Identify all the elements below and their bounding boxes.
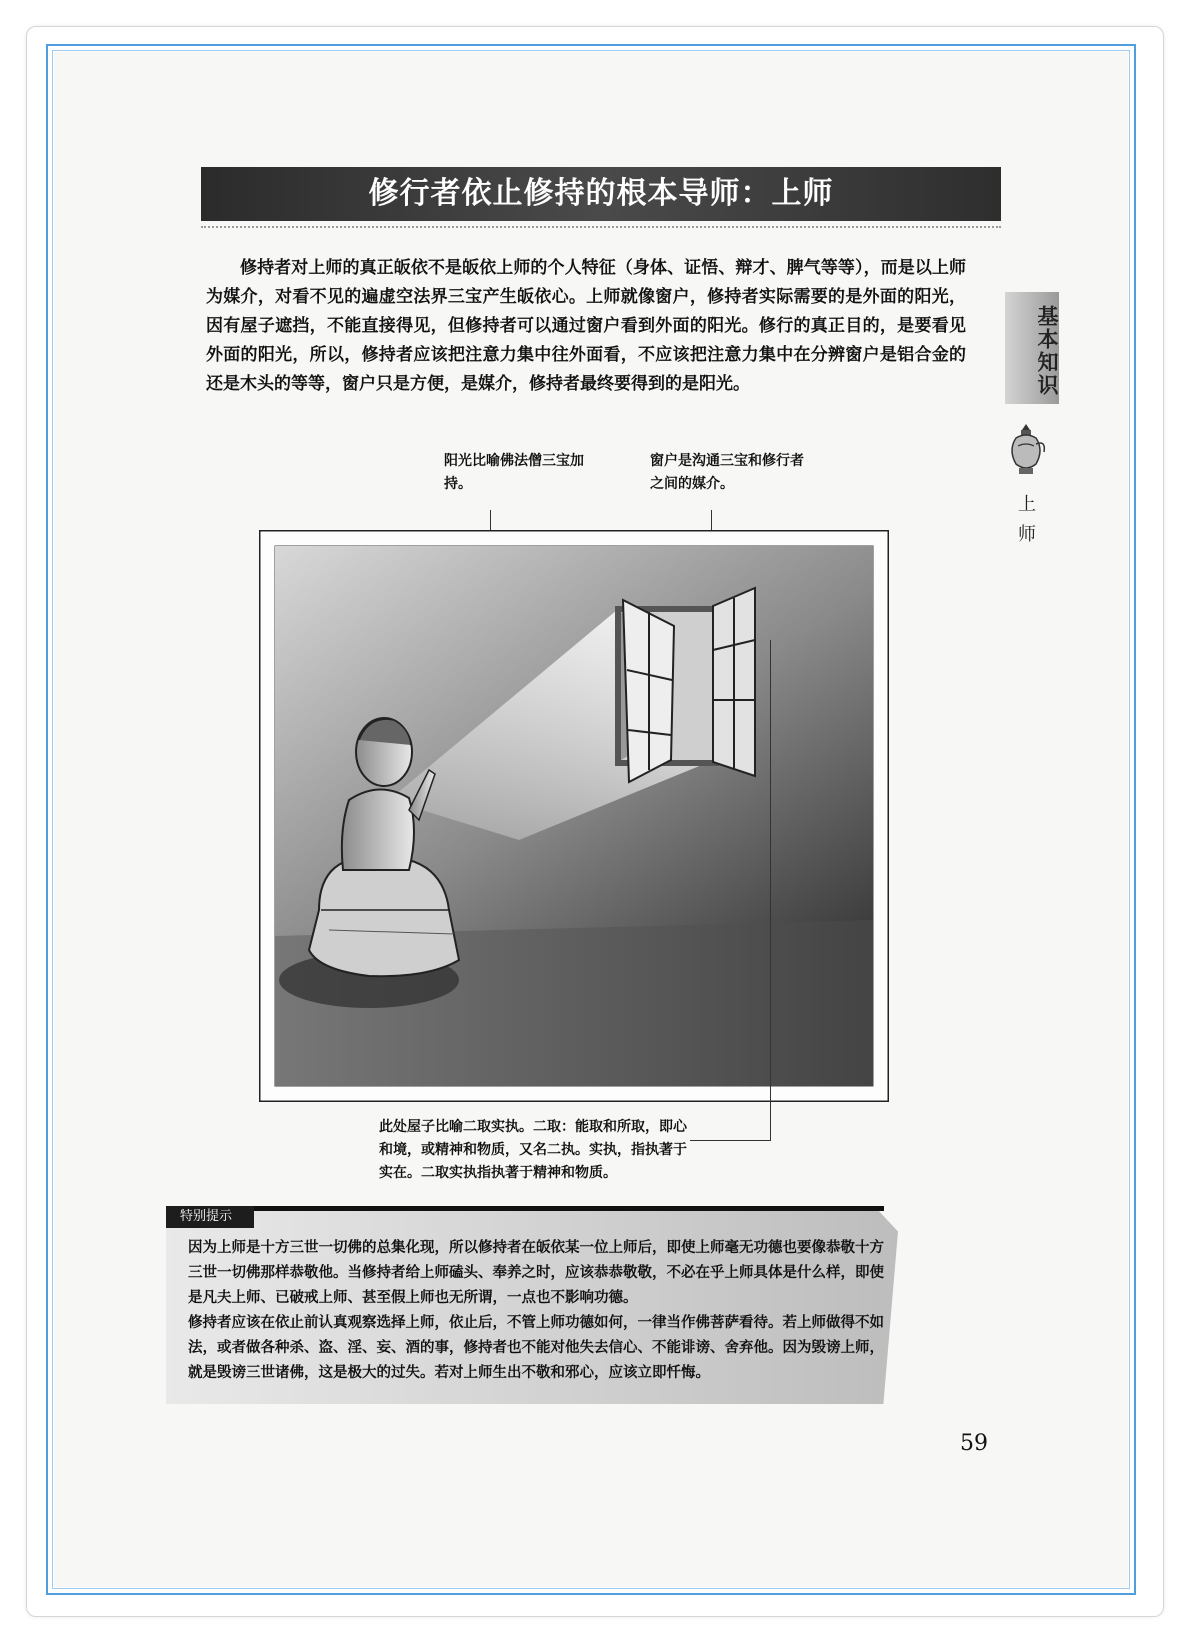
page-title: 修行者依止修持的根本导师：上师: [201, 167, 1001, 221]
tip-text: [188, 1236, 888, 1386]
tip-top-rule: [250, 1206, 884, 1211]
leader-line-room-vertical: [770, 640, 771, 1141]
monk-praying-by-window-illustration: [259, 530, 889, 1102]
callout-room: 此处屋子比喻二取实执。二取：能取和所取，即心和境，或精神和物质，又名二执。实执，指执著于实在。二取实执指执著于精神和物质。: [379, 1119, 687, 1181]
callout-window: 窗户是沟通三宝和修行者之间的媒介。: [650, 453, 804, 492]
tip-header: 特别提示: [166, 1206, 254, 1228]
page-number: 59: [960, 1431, 988, 1456]
leader-line-room: [690, 1140, 770, 1141]
body-paragraph: 修持者对上师的真正皈依不是皈依上师的个人特征（身体、证悟、辩才、脾气等等），而是以上师为媒介，对看不见的遍虚空法界三宝产生皈依心。上师就像窗户，修持者实际需要的是外面的阳光，因有屋子遮挡，不能直接得见，但修持者可以通过窗户看到外面的阳光。修行的真正目的，是要看见外面的阳光，所以，修持者应该把注意力集中往外面看，不应该把注意力集中在分辨窗户是铝合金的还是木头的等等，窗户只是方便，是媒介，修持者最终要得到的是阳光。: [206, 258, 966, 394]
title-divider: [201, 226, 1001, 228]
callout-sunlight: 阳光比喻佛法僧三宝加持。: [444, 453, 584, 492]
section-tab: 基本知识: [1005, 292, 1059, 404]
chapter-label: 上师: [1018, 494, 1036, 545]
tip-paragraph-2: 修持者应该在依止前认真观察选择上师，依止后，不管上师功德如何，一律当作佛菩萨看待。若上师做得不如法，或者做各种杀、盗、淫、妄、酒的事，修持者也不能对他失去信心、不能诽谤、舍弃他。因为毁谤上师，就是毁谤三世诸佛，这是极大的过失。若对上师生出不敬和邪心，应该立即忏悔。: [188, 1315, 884, 1381]
vase-icon: [1004, 420, 1048, 478]
tip-paragraph-1: 因为上师是十方三世一切佛的总集化现，所以修持者在皈依某一位上师后，即使上师毫无功德也要像恭敬十方三世一切佛那样恭敬他。当修持者给上师磕头、奉养之时，应该恭恭敬敬，不必在乎上师具体是什么样，即使是凡夫上师、已破戒上师、甚至假上师也无所谓，一点也不影响功德。: [188, 1240, 884, 1306]
